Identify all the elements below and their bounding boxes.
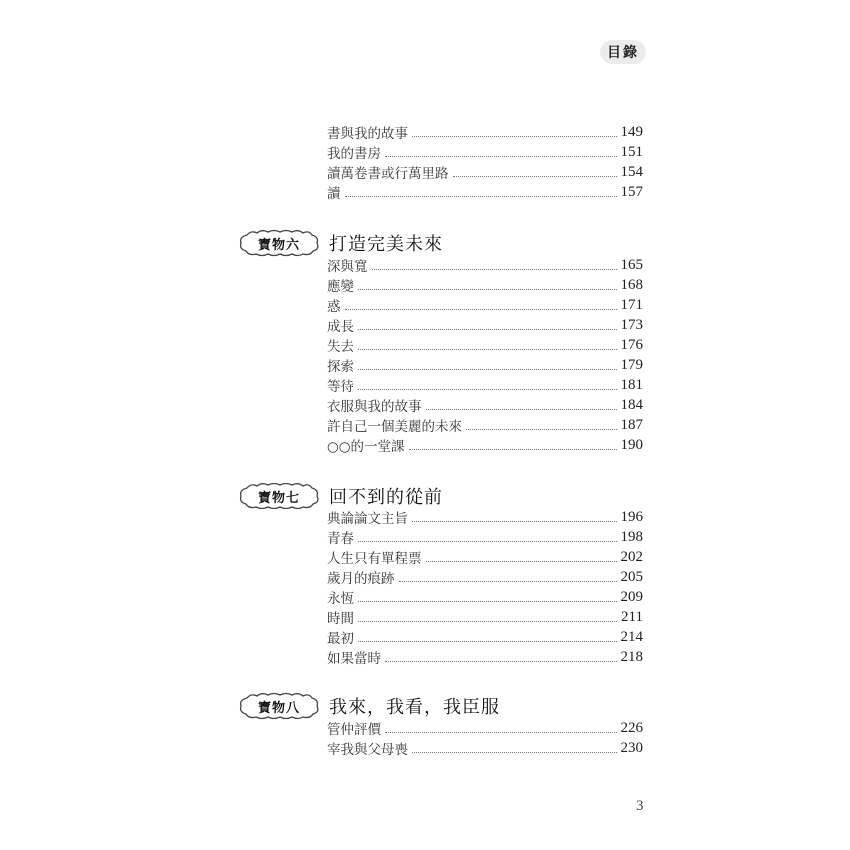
chapter-badge bbox=[237, 229, 321, 257]
page-number: 3 bbox=[636, 798, 644, 814]
toc-entry-title: 應變 bbox=[327, 279, 354, 295]
toc-entry[interactable] bbox=[327, 627, 643, 647]
toc-entry-title: 宰我與父母喪 bbox=[327, 742, 408, 758]
toc-entry-page: 218 bbox=[620, 648, 643, 665]
toc-entry-title: 如果當時 bbox=[327, 651, 381, 667]
toc-entry[interactable] bbox=[327, 142, 643, 162]
leader-dots bbox=[385, 732, 617, 733]
toc-entry-title: 失去 bbox=[327, 339, 354, 355]
leader-dots bbox=[358, 541, 617, 542]
toc-entry-page: 181 bbox=[620, 376, 643, 393]
toc-entry-title: 等待 bbox=[327, 379, 354, 395]
chapter-badge-label: 寶物七 bbox=[257, 490, 300, 506]
toc-entry[interactable] bbox=[327, 738, 643, 758]
leader-dots bbox=[399, 581, 617, 582]
toc-entry-title: 青春 bbox=[327, 531, 354, 547]
leader-dots bbox=[358, 389, 617, 390]
leader-dots bbox=[412, 752, 617, 753]
toc-entry-title: 永恆 bbox=[327, 591, 354, 607]
chapter-header[interactable] bbox=[237, 228, 443, 258]
chapter-title: 回不到的從前 bbox=[329, 487, 443, 508]
toc-entry[interactable] bbox=[327, 647, 643, 667]
toc-entry-page: 187 bbox=[620, 416, 643, 433]
leader-dots bbox=[345, 309, 617, 310]
toc-entry-page: 184 bbox=[620, 396, 643, 413]
toc-entry[interactable] bbox=[327, 315, 643, 335]
toc-entry-title: 探索 bbox=[327, 359, 354, 375]
leader-dots bbox=[358, 289, 617, 290]
toc-entry-page: 179 bbox=[620, 356, 643, 373]
toc-entry-title: 典論論文主旨 bbox=[327, 511, 408, 527]
toc-entry-page: 196 bbox=[620, 508, 643, 525]
toc-entry[interactable] bbox=[327, 255, 643, 275]
toc-entry-page: 202 bbox=[620, 548, 643, 565]
toc-entry[interactable] bbox=[327, 162, 643, 182]
chapter-badge-label: 寶物八 bbox=[257, 700, 300, 716]
toc-entry-title: 讀萬卷書或行萬里路 bbox=[327, 166, 449, 182]
chapter-header[interactable] bbox=[237, 691, 500, 721]
toc-entry-page: 211 bbox=[621, 608, 643, 625]
toc-entry[interactable] bbox=[327, 507, 643, 527]
toc-entry-page: 154 bbox=[620, 163, 643, 180]
toc-entry[interactable] bbox=[327, 607, 643, 627]
leader-dots bbox=[385, 661, 617, 662]
leader-dots bbox=[358, 369, 617, 370]
toc-entry[interactable] bbox=[327, 718, 643, 738]
leader-dots bbox=[466, 429, 617, 430]
toc-entry-title: 最初 bbox=[327, 631, 354, 647]
leader-dots bbox=[412, 136, 617, 137]
toc-entry[interactable] bbox=[327, 567, 643, 587]
leader-dots bbox=[372, 269, 617, 270]
toc-entry-title: 衣服與我的故事 bbox=[327, 399, 422, 415]
toc-entry-title: 人生只有單程票 bbox=[327, 551, 422, 567]
toc-entry-page: 230 bbox=[620, 739, 643, 756]
leader-dots bbox=[358, 641, 617, 642]
toc-entry-title: ○○的一堂課 bbox=[327, 439, 405, 455]
toc-entry-page: 157 bbox=[620, 183, 643, 200]
toc-entry[interactable] bbox=[327, 122, 643, 142]
toc-entry[interactable] bbox=[327, 395, 643, 415]
toc-entry-page: 168 bbox=[620, 276, 643, 293]
toc-entry-page: 198 bbox=[620, 528, 643, 545]
toc-entry-page: 151 bbox=[620, 143, 643, 160]
toc-entry-title: 成長 bbox=[327, 319, 354, 335]
toc-entry-page: 190 bbox=[620, 436, 643, 453]
leader-dots bbox=[358, 621, 617, 622]
leader-dots bbox=[358, 349, 617, 350]
toc-entry-title: 許自己一個美麗的未來 bbox=[327, 419, 462, 435]
toc-entry-title: 讀 bbox=[327, 186, 341, 202]
leader-dots bbox=[385, 156, 617, 157]
toc-entry-title: 管仲評價 bbox=[327, 722, 381, 738]
section-label-badge bbox=[600, 40, 646, 64]
toc-entry[interactable] bbox=[327, 295, 643, 315]
chapter-title: 打造完美未來 bbox=[329, 234, 443, 255]
toc-entry-title: 書與我的故事 bbox=[327, 126, 408, 142]
chapter-badge bbox=[237, 482, 321, 510]
leader-dots bbox=[358, 329, 617, 330]
toc-entry-page: 209 bbox=[620, 588, 643, 605]
toc-entry-page: 226 bbox=[620, 719, 643, 736]
toc-entry-page: 171 bbox=[620, 296, 643, 313]
leader-dots bbox=[453, 176, 617, 177]
toc-entry[interactable] bbox=[327, 375, 643, 395]
toc-entry-page: 149 bbox=[620, 123, 643, 140]
toc-entry-page: 214 bbox=[620, 628, 643, 645]
toc-entry-title: 惑 bbox=[327, 299, 341, 315]
toc-entry-title: 歲月的痕跡 bbox=[327, 571, 395, 587]
toc-entry[interactable] bbox=[327, 415, 643, 435]
toc-entry-page: 176 bbox=[620, 336, 643, 353]
leader-dots bbox=[345, 196, 617, 197]
toc-entry-page: 165 bbox=[620, 256, 643, 273]
toc-entry-title: 時間 bbox=[327, 611, 354, 627]
toc-entry[interactable] bbox=[327, 587, 643, 607]
toc-entry-page: 173 bbox=[620, 316, 643, 333]
leader-dots bbox=[412, 521, 617, 522]
chapter-title: 我來，我看，我臣服 bbox=[329, 697, 500, 718]
chapter-badge bbox=[237, 692, 321, 720]
leader-dots bbox=[358, 601, 617, 602]
toc-entry[interactable] bbox=[327, 547, 643, 567]
toc-entry-title: 我的書房 bbox=[327, 146, 381, 162]
toc-entry[interactable] bbox=[327, 355, 643, 375]
toc-entry[interactable] bbox=[327, 527, 643, 547]
toc-entry-title: 深與寬 bbox=[327, 259, 368, 275]
toc-entry[interactable] bbox=[327, 275, 643, 295]
toc-entry-page: 205 bbox=[620, 568, 643, 585]
leader-dots bbox=[426, 409, 617, 410]
section-label: 目錄 bbox=[607, 45, 639, 61]
toc-entry[interactable] bbox=[327, 182, 643, 202]
leader-dots bbox=[426, 561, 617, 562]
toc-entry[interactable] bbox=[327, 335, 643, 355]
leader-dots bbox=[409, 449, 617, 450]
chapter-badge-label: 寶物六 bbox=[257, 237, 300, 253]
toc-entry[interactable] bbox=[327, 435, 643, 455]
